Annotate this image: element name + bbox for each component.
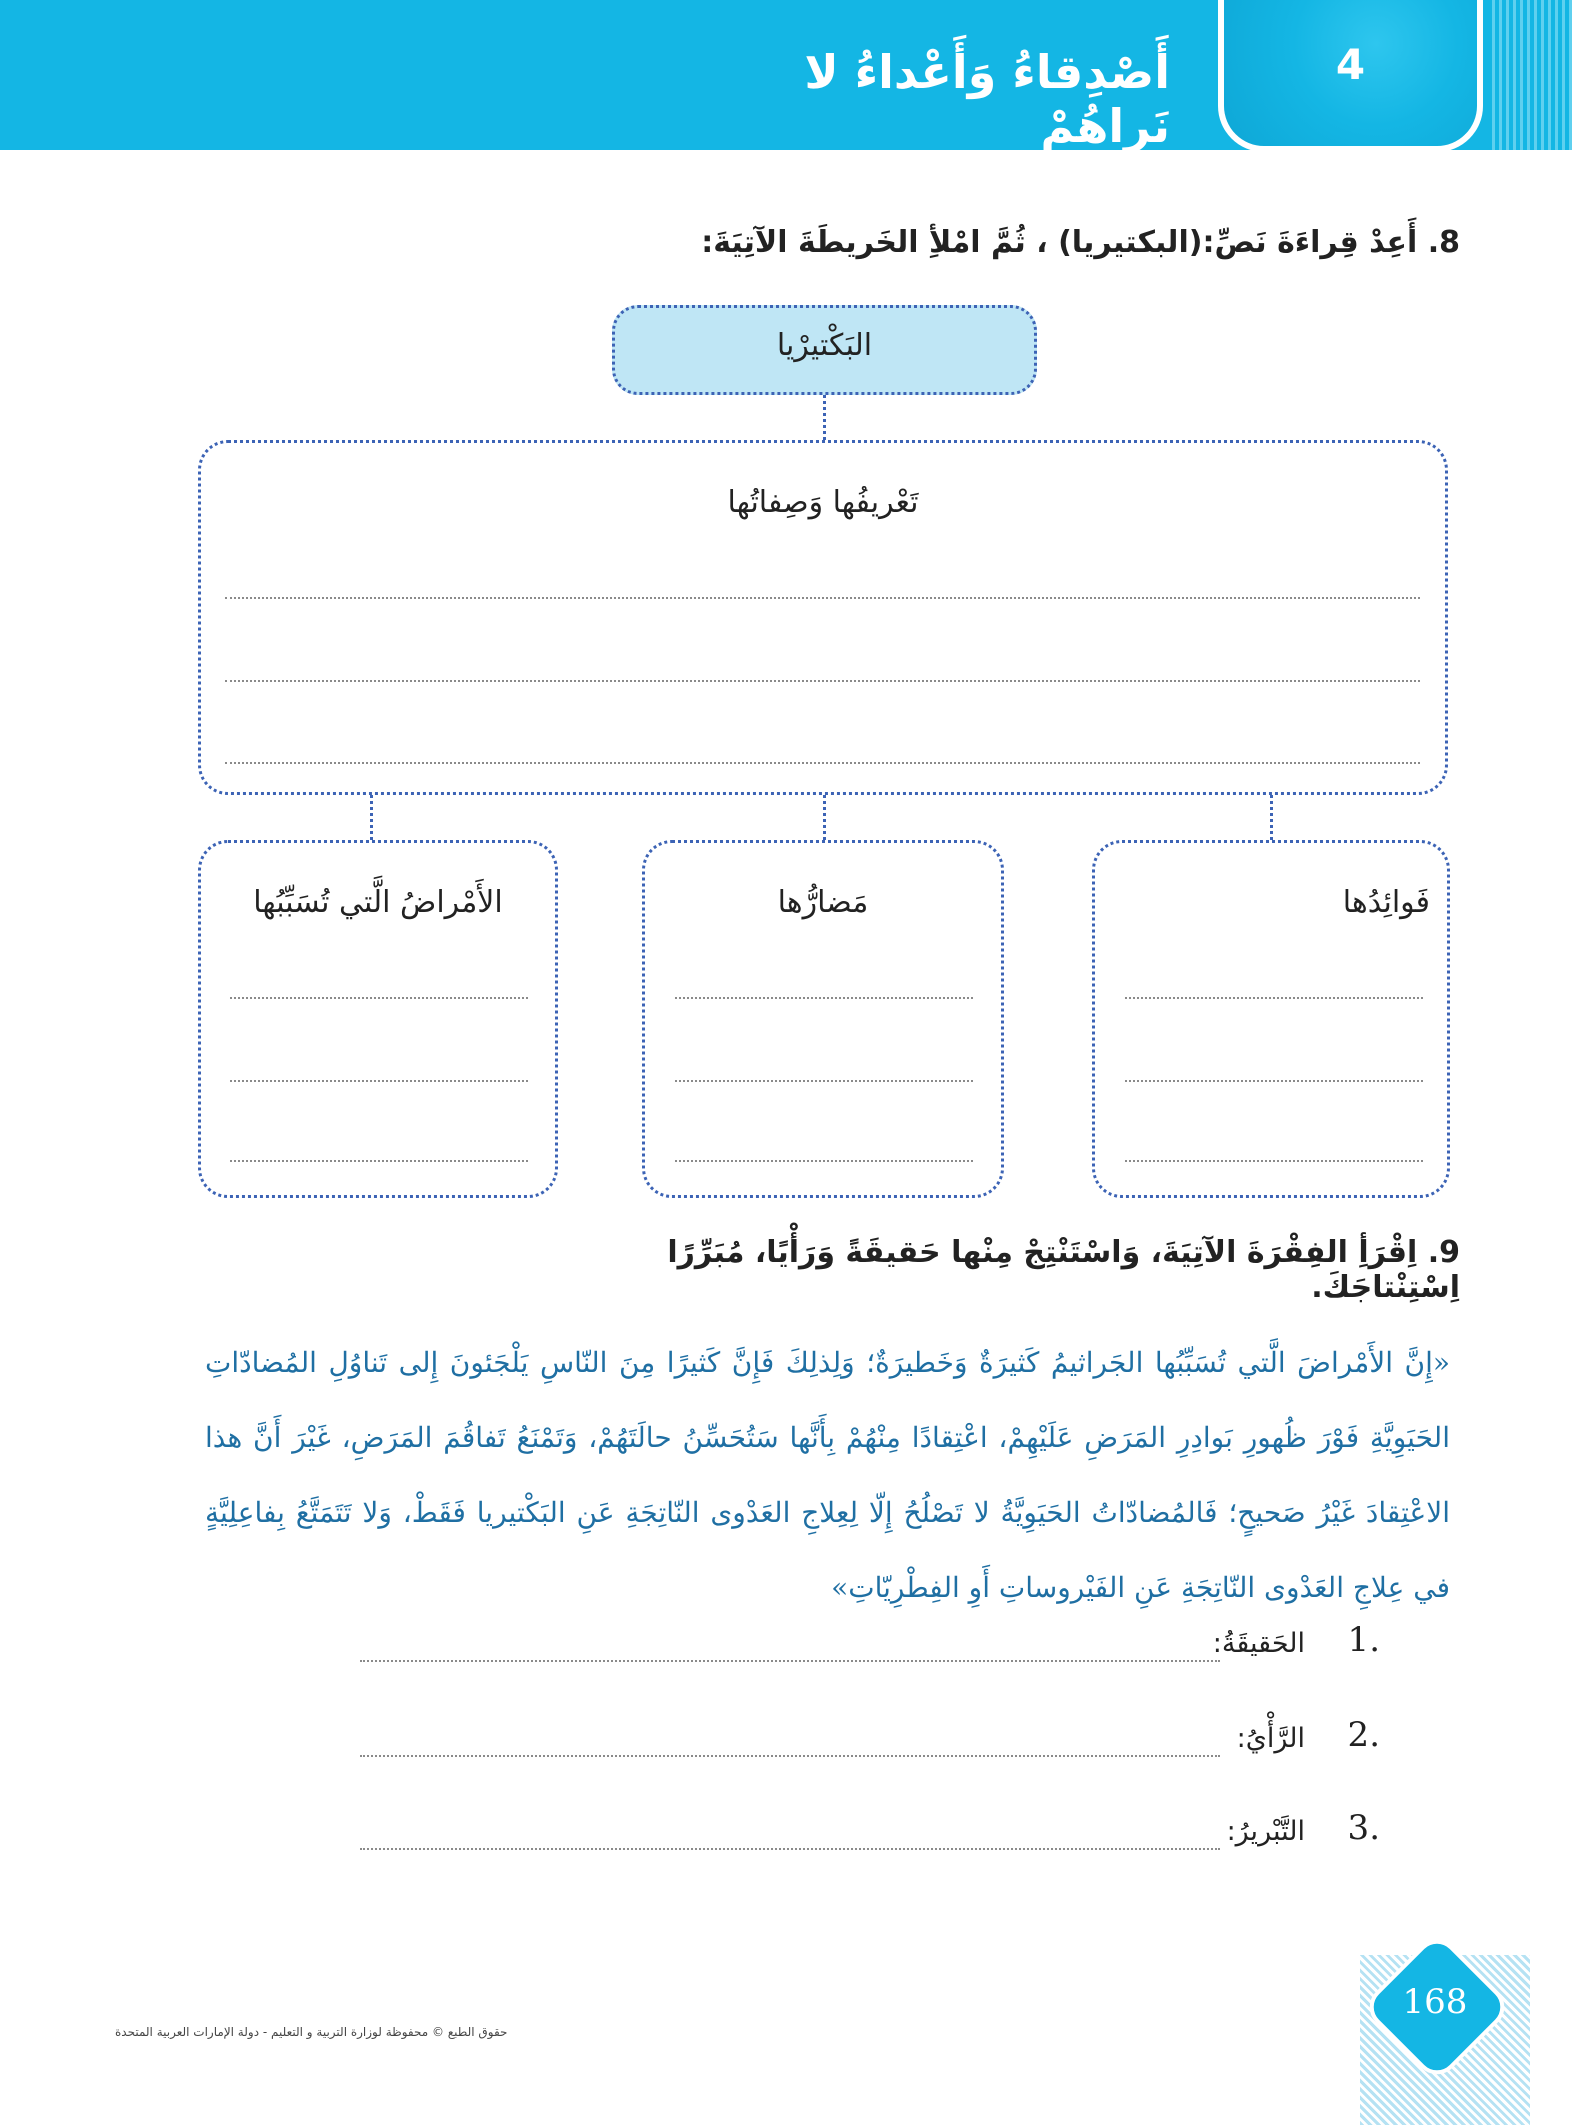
question-8 [700,225,1460,260]
question-8-text: أَعِدْ قِراءَةَ نَصِّ:(البكتيريا) ، ثُمَّ امْلأِ الخَريطَةَ الآتِيَةَ: [701,225,1418,260]
diseases-write-line[interactable] [230,1080,528,1082]
answer-label-fact: الحَقيقَةُ: [1212,1628,1305,1659]
fact-write-line[interactable] [360,1660,1220,1662]
justification-write-line[interactable] [360,1848,1220,1850]
answer-number: .2 [1347,1715,1380,1755]
question-9-text: اِقْرَأِ الفِقْرَةَ الآتِيَةَ، وَاسْتَنْتِجْ مِنْها حَقيقَةً وَرَأْيًا، مُبَرِّرًا اِسْتِنْتاجَكَ. [667,1235,1460,1305]
answer-row-fact [360,1620,1380,1670]
definition-box-title: تَعْريفُها وَصِفاتُها [727,485,919,520]
unit-number: 4 [1335,40,1366,89]
answer-row-justification [360,1808,1380,1858]
answer-row-opinion [360,1715,1380,1765]
answer-label-justification: التَّبْريرُ: [1226,1816,1305,1847]
question-8-number: 8. [1427,225,1460,260]
answer-number: .1 [1347,1620,1380,1660]
opinion-write-line[interactable] [360,1755,1220,1757]
question-9-number: 9. [1427,1235,1460,1270]
benefits-write-line[interactable] [1125,1160,1423,1162]
definition-write-line[interactable] [225,762,1420,764]
copyright-footer: حقوق الطبع © محفوظة لوزارة التربية و التعليم - دولة الإمارات العربية المتحدة [115,2025,508,2039]
diagram-root-label: البَكْتيرْيا [776,328,873,363]
benefits-write-line[interactable] [1125,1080,1423,1082]
diseases-write-line[interactable] [230,1160,528,1162]
definition-write-line[interactable] [225,680,1420,682]
reading-passage: «إِنَّ الأَمْراضَ الَّتي تُسَبِّبُها الجَراثيمُ كَثيرَةٌ وَخَطيرَةٌ؛ وَلِذلِكَ فَإِنَّ كَثيرًا مِنَ النّاسِ يَلْجَئونَ إِلى تَناوُلِ المُضادّاتِ الحَيَوِيَّةِ فَوْرَ ظُهورِ بَوادِرِ المَرَضِ عَلَيْهِمْ، اعْتِقادًا مِنْهُمْ بِأَنَّها سَتُحَسِّنُ حالَتَهُمْ، وَتَمْنَعُ تَفاقُمَ المَرَضِ، غَيْرَ أَنَّ هذا الاعْتِقادَ غَيْرُ صَحيحٍ؛ فَالمُضادّاتُ الحَيَوِيَّةُ لا تَصْلُحُ إِلّا لِعِلاجِ العَدْوى النّاتِجَةِ عَنِ البَكْتيريا فَقَطْ، وَلا تَتَمَتَّعُ بِفاعِلِيَّةٍ في عِلاجِ العَدْوى النّاتِجَةِ عَنِ الفَيْروساتِ أَوِ الفِطْرِيّاتِ» [205,1346,1450,1604]
benefits-write-line[interactable] [1125,997,1423,999]
benefits-box-title: فَوائِدُها [1342,885,1430,920]
connector-root [823,395,826,440]
connector-harms [823,795,826,840]
answer-label-opinion: الرَّأْيُ: [1236,1723,1305,1754]
harms-write-line[interactable] [675,1080,973,1082]
harms-write-line[interactable] [675,997,973,999]
page-number: 168 [1402,1982,1468,2022]
definition-write-line[interactable] [225,597,1420,599]
unit-title: أَصْدِقاءُ وَأَعْداءُ لا نَراهُمْ [804,45,1170,153]
answer-number: .3 [1347,1808,1380,1848]
harms-box-title: مَضارُّها [777,885,869,920]
harms-write-line[interactable] [675,1160,973,1162]
connector-benefits [1270,795,1273,840]
diseases-box-title: الأَمْراضُ الَّتي تُسَبِّبُها [253,885,503,920]
diseases-write-line[interactable] [230,997,528,999]
question-9 [560,1235,1460,1305]
header-decoration [1492,0,1572,150]
connector-diseases [370,795,373,840]
